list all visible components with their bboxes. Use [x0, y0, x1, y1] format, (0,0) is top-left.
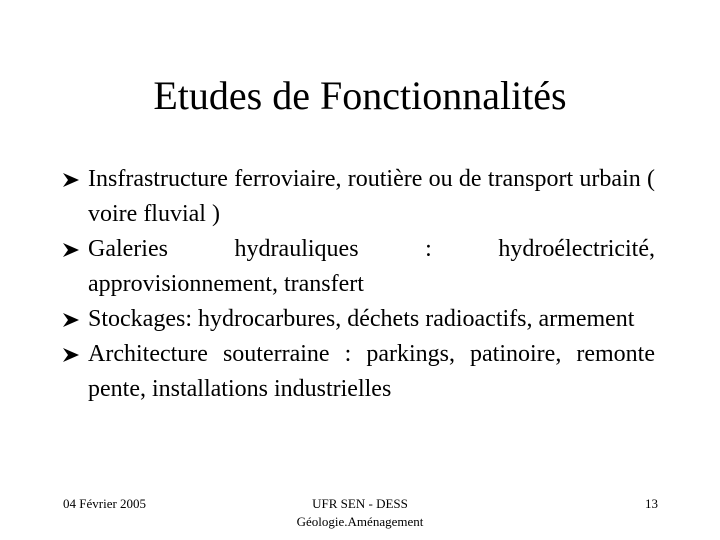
- bullet-item: [60, 302, 655, 337]
- footer-date: 04 Février 2005: [63, 496, 147, 511]
- bullet-text: Galeries hydrauliques : hydroélectricité, approvisionnement, transfert: [88, 236, 655, 297]
- slide-title: Etudes de Fonctionnalités: [153, 73, 567, 118]
- bullet-text: Architecture souterraine : parkings, patinoire, remonte pente, installations industrielles: [88, 341, 655, 402]
- footer-org-line2: Géologie.Aménagement: [296, 514, 424, 529]
- footer-organization: [260, 495, 460, 531]
- arrowhead-bullet-icon: [60, 337, 84, 372]
- arrowhead-bullet-icon: [60, 162, 84, 197]
- bullet-text: Stockages: hydrocarbures, déchets radioactifs, armement: [88, 306, 635, 332]
- arrowhead-bullet-icon: [60, 232, 84, 267]
- footer-org-line1: UFR SEN - DESS: [312, 496, 408, 511]
- bullet-item: [60, 337, 655, 407]
- bullet-item: [60, 232, 655, 302]
- bullet-item: [60, 162, 655, 232]
- footer-page-number: 13: [645, 496, 658, 511]
- arrowhead-bullet-icon: [60, 302, 84, 337]
- bullet-text: Insfrastructure ferroviaire, routière ou de transport urbain ( voire fluvial ): [88, 166, 655, 227]
- bullet-list: [60, 162, 655, 407]
